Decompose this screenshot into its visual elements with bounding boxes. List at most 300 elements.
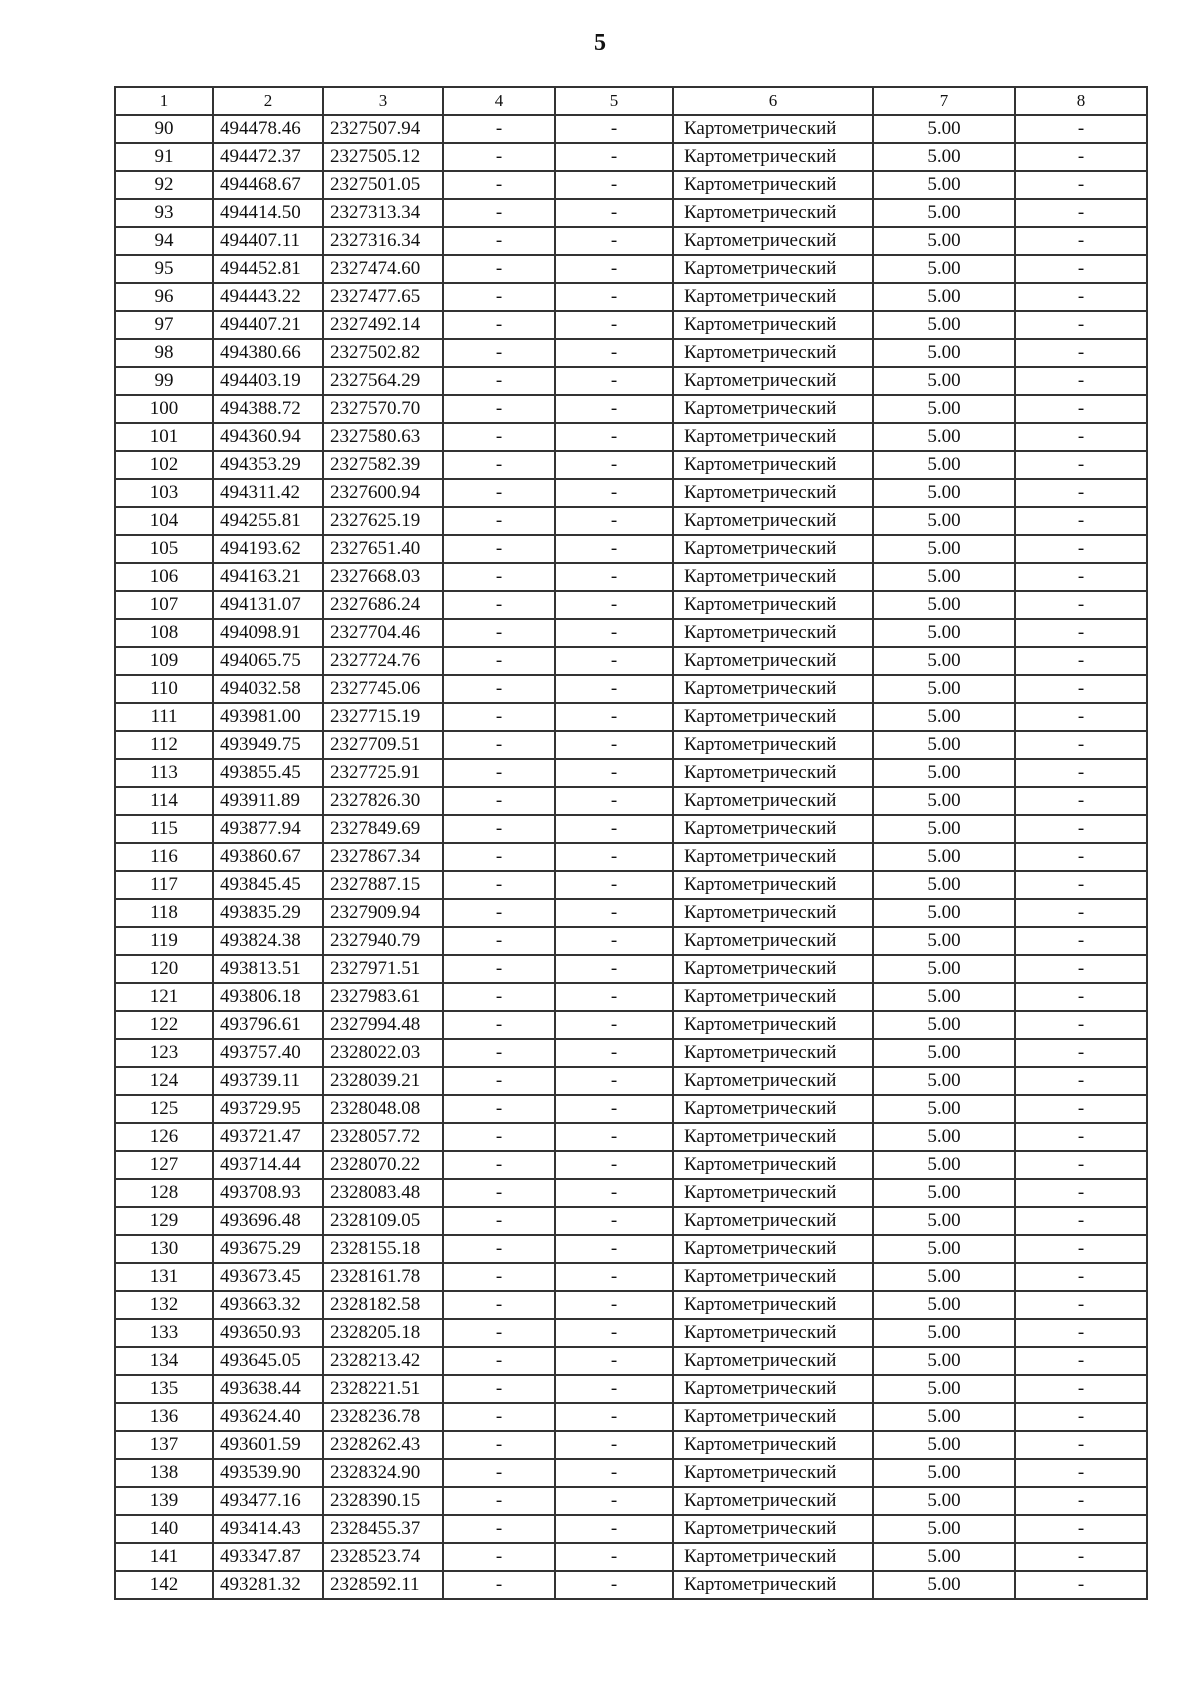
- y-coordinate-cell: 2327867.34: [323, 843, 443, 871]
- point-number-cell: 137: [115, 1431, 213, 1459]
- x-coordinate-cell: 493877.94: [213, 815, 323, 843]
- col4-value-cell: -: [443, 1403, 555, 1431]
- col8-value-cell: -: [1015, 1543, 1147, 1571]
- y-coordinate-cell: 2327477.65: [323, 283, 443, 311]
- accuracy-cell: 5.00: [873, 423, 1015, 451]
- col8-value-cell: -: [1015, 1235, 1147, 1263]
- accuracy-cell: 5.00: [873, 339, 1015, 367]
- y-coordinate-cell: 2328455.37: [323, 1515, 443, 1543]
- method-cell: Картометрический: [673, 703, 873, 731]
- col8-value-cell: -: [1015, 535, 1147, 563]
- point-number-cell: 113: [115, 759, 213, 787]
- accuracy-cell: 5.00: [873, 983, 1015, 1011]
- method-cell: Картометрический: [673, 1263, 873, 1291]
- col5-value-cell: -: [555, 1543, 673, 1571]
- col8-value-cell: -: [1015, 339, 1147, 367]
- table-row: [115, 843, 1147, 871]
- point-number-cell: 135: [115, 1375, 213, 1403]
- y-coordinate-cell: 2328057.72: [323, 1123, 443, 1151]
- y-coordinate-cell: 2327983.61: [323, 983, 443, 1011]
- accuracy-cell: 5.00: [873, 451, 1015, 479]
- col4-value-cell: -: [443, 983, 555, 1011]
- col8-value-cell: -: [1015, 199, 1147, 227]
- accuracy-cell: 5.00: [873, 591, 1015, 619]
- point-number-cell: 130: [115, 1235, 213, 1263]
- col8-value-cell: -: [1015, 647, 1147, 675]
- method-cell: Картометрический: [673, 255, 873, 283]
- col8-value-cell: -: [1015, 955, 1147, 983]
- y-coordinate-cell: 2328262.43: [323, 1431, 443, 1459]
- method-cell: Картометрический: [673, 1459, 873, 1487]
- table-row: [115, 1571, 1147, 1599]
- col4-value-cell: -: [443, 1011, 555, 1039]
- table-row: [115, 311, 1147, 339]
- col4-value-cell: -: [443, 563, 555, 591]
- y-coordinate-cell: 2328155.18: [323, 1235, 443, 1263]
- x-coordinate-cell: 493860.67: [213, 843, 323, 871]
- y-coordinate-cell: 2327507.94: [323, 115, 443, 143]
- table-row: [115, 1235, 1147, 1263]
- col5-value-cell: -: [555, 1375, 673, 1403]
- col5-value-cell: -: [555, 535, 673, 563]
- accuracy-cell: 5.00: [873, 619, 1015, 647]
- y-coordinate-cell: 2328213.42: [323, 1347, 443, 1375]
- point-number-cell: 119: [115, 927, 213, 955]
- col5-value-cell: -: [555, 1459, 673, 1487]
- table-row: [115, 115, 1147, 143]
- accuracy-cell: 5.00: [873, 731, 1015, 759]
- y-coordinate-cell: 2328592.11: [323, 1571, 443, 1599]
- x-coordinate-cell: 493675.29: [213, 1235, 323, 1263]
- column-header-6: 6: [673, 87, 873, 115]
- x-coordinate-cell: 494360.94: [213, 423, 323, 451]
- point-number-cell: 100: [115, 395, 213, 423]
- y-coordinate-cell: 2328390.15: [323, 1487, 443, 1515]
- point-number-cell: 122: [115, 1011, 213, 1039]
- table-row: [115, 227, 1147, 255]
- y-coordinate-cell: 2327909.94: [323, 899, 443, 927]
- table-row: [115, 1179, 1147, 1207]
- col5-value-cell: -: [555, 1235, 673, 1263]
- col8-value-cell: -: [1015, 1403, 1147, 1431]
- y-coordinate-cell: 2327724.76: [323, 647, 443, 675]
- x-coordinate-cell: 494407.21: [213, 311, 323, 339]
- table-row: [115, 1459, 1147, 1487]
- col5-value-cell: -: [555, 899, 673, 927]
- x-coordinate-cell: 494478.46: [213, 115, 323, 143]
- table-row: [115, 395, 1147, 423]
- accuracy-cell: 5.00: [873, 227, 1015, 255]
- col8-value-cell: -: [1015, 1375, 1147, 1403]
- col5-value-cell: -: [555, 1039, 673, 1067]
- x-coordinate-cell: 493835.29: [213, 899, 323, 927]
- x-coordinate-cell: 493949.75: [213, 731, 323, 759]
- point-number-cell: 91: [115, 143, 213, 171]
- table-row: [115, 451, 1147, 479]
- col8-value-cell: -: [1015, 395, 1147, 423]
- point-number-cell: 103: [115, 479, 213, 507]
- method-cell: Картометрический: [673, 171, 873, 199]
- accuracy-cell: 5.00: [873, 507, 1015, 535]
- method-cell: Картометрический: [673, 1179, 873, 1207]
- point-number-cell: 99: [115, 367, 213, 395]
- x-coordinate-cell: 494163.21: [213, 563, 323, 591]
- col8-value-cell: -: [1015, 451, 1147, 479]
- y-coordinate-cell: 2328182.58: [323, 1291, 443, 1319]
- col4-value-cell: -: [443, 1347, 555, 1375]
- table-row: [115, 1403, 1147, 1431]
- x-coordinate-cell: 494311.42: [213, 479, 323, 507]
- y-coordinate-cell: 2327600.94: [323, 479, 443, 507]
- x-coordinate-cell: 493638.44: [213, 1375, 323, 1403]
- table-row: [115, 367, 1147, 395]
- col8-value-cell: -: [1015, 899, 1147, 927]
- accuracy-cell: 5.00: [873, 871, 1015, 899]
- col5-value-cell: -: [555, 367, 673, 395]
- col5-value-cell: -: [555, 703, 673, 731]
- column-header-2: 2: [213, 87, 323, 115]
- point-number-cell: 123: [115, 1039, 213, 1067]
- method-cell: Картометрический: [673, 451, 873, 479]
- method-cell: Картометрический: [673, 563, 873, 591]
- table-row: [115, 507, 1147, 535]
- col8-value-cell: -: [1015, 1263, 1147, 1291]
- y-coordinate-cell: 2327502.82: [323, 339, 443, 367]
- y-coordinate-cell: 2327625.19: [323, 507, 443, 535]
- col8-value-cell: -: [1015, 1291, 1147, 1319]
- table-row: [115, 1543, 1147, 1571]
- col4-value-cell: -: [443, 311, 555, 339]
- method-cell: Картометрический: [673, 1543, 873, 1571]
- y-coordinate-cell: 2328022.03: [323, 1039, 443, 1067]
- point-number-cell: 131: [115, 1263, 213, 1291]
- table-row: [115, 871, 1147, 899]
- col5-value-cell: -: [555, 1487, 673, 1515]
- method-cell: Картометрический: [673, 1039, 873, 1067]
- x-coordinate-cell: 494380.66: [213, 339, 323, 367]
- point-number-cell: 124: [115, 1067, 213, 1095]
- table-row: [115, 1123, 1147, 1151]
- method-cell: Картометрический: [673, 675, 873, 703]
- col4-value-cell: -: [443, 1235, 555, 1263]
- table-row: [115, 1011, 1147, 1039]
- col8-value-cell: -: [1015, 731, 1147, 759]
- method-cell: Картометрический: [673, 507, 873, 535]
- method-cell: Картометрический: [673, 1207, 873, 1235]
- col5-value-cell: -: [555, 1515, 673, 1543]
- table-row: [115, 339, 1147, 367]
- accuracy-cell: 5.00: [873, 1151, 1015, 1179]
- x-coordinate-cell: 493477.16: [213, 1487, 323, 1515]
- accuracy-cell: 5.00: [873, 1319, 1015, 1347]
- point-number-cell: 140: [115, 1515, 213, 1543]
- table-row: [115, 815, 1147, 843]
- table-row: [115, 1151, 1147, 1179]
- col5-value-cell: -: [555, 1431, 673, 1459]
- col5-value-cell: -: [555, 171, 673, 199]
- y-coordinate-cell: 2327709.51: [323, 731, 443, 759]
- col4-value-cell: -: [443, 955, 555, 983]
- method-cell: Картометрический: [673, 283, 873, 311]
- col5-value-cell: -: [555, 1011, 673, 1039]
- col4-value-cell: -: [443, 927, 555, 955]
- col5-value-cell: -: [555, 1319, 673, 1347]
- x-coordinate-cell: 493414.43: [213, 1515, 323, 1543]
- method-cell: Картометрический: [673, 983, 873, 1011]
- x-coordinate-cell: 494414.50: [213, 199, 323, 227]
- y-coordinate-cell: 2328523.74: [323, 1543, 443, 1571]
- x-coordinate-cell: 493601.59: [213, 1431, 323, 1459]
- method-cell: Картометрический: [673, 815, 873, 843]
- x-coordinate-cell: 493981.00: [213, 703, 323, 731]
- point-number-cell: 115: [115, 815, 213, 843]
- table-row: [115, 283, 1147, 311]
- column-header-4: 4: [443, 87, 555, 115]
- accuracy-cell: 5.00: [873, 1375, 1015, 1403]
- col5-value-cell: -: [555, 927, 673, 955]
- x-coordinate-cell: 494032.58: [213, 675, 323, 703]
- x-coordinate-cell: 494193.62: [213, 535, 323, 563]
- accuracy-cell: 5.00: [873, 787, 1015, 815]
- x-coordinate-cell: 493708.93: [213, 1179, 323, 1207]
- method-cell: Картометрический: [673, 143, 873, 171]
- table-row: [115, 1095, 1147, 1123]
- col4-value-cell: -: [443, 1291, 555, 1319]
- col4-value-cell: -: [443, 619, 555, 647]
- col8-value-cell: -: [1015, 1095, 1147, 1123]
- accuracy-cell: 5.00: [873, 955, 1015, 983]
- y-coordinate-cell: 2327564.29: [323, 367, 443, 395]
- accuracy-cell: 5.00: [873, 843, 1015, 871]
- y-coordinate-cell: 2327582.39: [323, 451, 443, 479]
- point-number-cell: 116: [115, 843, 213, 871]
- accuracy-cell: 5.00: [873, 1291, 1015, 1319]
- point-number-cell: 142: [115, 1571, 213, 1599]
- col8-value-cell: -: [1015, 311, 1147, 339]
- point-number-cell: 92: [115, 171, 213, 199]
- col8-value-cell: -: [1015, 871, 1147, 899]
- accuracy-cell: 5.00: [873, 535, 1015, 563]
- col8-value-cell: -: [1015, 1067, 1147, 1095]
- col4-value-cell: -: [443, 1123, 555, 1151]
- col8-value-cell: -: [1015, 479, 1147, 507]
- col4-value-cell: -: [443, 199, 555, 227]
- col4-value-cell: -: [443, 1067, 555, 1095]
- page-number: 5: [594, 30, 606, 56]
- col5-value-cell: -: [555, 423, 673, 451]
- col5-value-cell: -: [555, 227, 673, 255]
- table-row: [115, 703, 1147, 731]
- col5-value-cell: -: [555, 759, 673, 787]
- x-coordinate-cell: 493645.05: [213, 1347, 323, 1375]
- method-cell: Картометрический: [673, 1095, 873, 1123]
- point-number-cell: 109: [115, 647, 213, 675]
- col4-value-cell: -: [443, 647, 555, 675]
- method-cell: Картометрический: [673, 843, 873, 871]
- method-cell: Картометрический: [673, 1487, 873, 1515]
- method-cell: Картометрический: [673, 1291, 873, 1319]
- accuracy-cell: 5.00: [873, 927, 1015, 955]
- y-coordinate-cell: 2327971.51: [323, 955, 443, 983]
- col8-value-cell: -: [1015, 507, 1147, 535]
- col5-value-cell: -: [555, 563, 673, 591]
- accuracy-cell: 5.00: [873, 479, 1015, 507]
- x-coordinate-cell: 494255.81: [213, 507, 323, 535]
- col5-value-cell: -: [555, 311, 673, 339]
- y-coordinate-cell: 2327849.69: [323, 815, 443, 843]
- point-number-cell: 94: [115, 227, 213, 255]
- y-coordinate-cell: 2327725.91: [323, 759, 443, 787]
- point-number-cell: 118: [115, 899, 213, 927]
- y-coordinate-cell: 2327313.34: [323, 199, 443, 227]
- col4-value-cell: -: [443, 535, 555, 563]
- col8-value-cell: -: [1015, 1319, 1147, 1347]
- method-cell: Картометрический: [673, 647, 873, 675]
- coordinates-table: [114, 86, 1148, 1600]
- accuracy-cell: 5.00: [873, 143, 1015, 171]
- col4-value-cell: -: [443, 479, 555, 507]
- col8-value-cell: -: [1015, 815, 1147, 843]
- x-coordinate-cell: 494443.22: [213, 283, 323, 311]
- table-row: [115, 955, 1147, 983]
- col5-value-cell: -: [555, 115, 673, 143]
- table-row: [115, 1347, 1147, 1375]
- col8-value-cell: -: [1015, 703, 1147, 731]
- col4-value-cell: -: [443, 787, 555, 815]
- y-coordinate-cell: 2327474.60: [323, 255, 443, 283]
- accuracy-cell: 5.00: [873, 171, 1015, 199]
- y-coordinate-cell: 2327826.30: [323, 787, 443, 815]
- method-cell: Картометрический: [673, 899, 873, 927]
- col5-value-cell: -: [555, 675, 673, 703]
- point-number-cell: 126: [115, 1123, 213, 1151]
- y-coordinate-cell: 2327686.24: [323, 591, 443, 619]
- col4-value-cell: -: [443, 1543, 555, 1571]
- accuracy-cell: 5.00: [873, 1403, 1015, 1431]
- col5-value-cell: -: [555, 1291, 673, 1319]
- point-number-cell: 102: [115, 451, 213, 479]
- col4-value-cell: -: [443, 451, 555, 479]
- y-coordinate-cell: 2328048.08: [323, 1095, 443, 1123]
- point-number-cell: 111: [115, 703, 213, 731]
- point-number-cell: 112: [115, 731, 213, 759]
- y-coordinate-cell: 2327570.70: [323, 395, 443, 423]
- table-row: [115, 535, 1147, 563]
- method-cell: Картометрический: [673, 1375, 873, 1403]
- col5-value-cell: -: [555, 1207, 673, 1235]
- col8-value-cell: -: [1015, 787, 1147, 815]
- col5-value-cell: -: [555, 507, 673, 535]
- col8-value-cell: -: [1015, 675, 1147, 703]
- method-cell: Картометрический: [673, 339, 873, 367]
- col4-value-cell: -: [443, 255, 555, 283]
- y-coordinate-cell: 2327492.14: [323, 311, 443, 339]
- column-header-8: 8: [1015, 87, 1147, 115]
- method-cell: Картометрический: [673, 1515, 873, 1543]
- method-cell: Картометрический: [673, 1151, 873, 1179]
- method-cell: Картометрический: [673, 1123, 873, 1151]
- accuracy-cell: 5.00: [873, 1207, 1015, 1235]
- method-cell: Картометрический: [673, 423, 873, 451]
- col4-value-cell: -: [443, 1459, 555, 1487]
- point-number-cell: 141: [115, 1543, 213, 1571]
- col5-value-cell: -: [555, 1347, 673, 1375]
- point-number-cell: 125: [115, 1095, 213, 1123]
- accuracy-cell: 5.00: [873, 1543, 1015, 1571]
- accuracy-cell: 5.00: [873, 759, 1015, 787]
- col5-value-cell: -: [555, 731, 673, 759]
- accuracy-cell: 5.00: [873, 899, 1015, 927]
- accuracy-cell: 5.00: [873, 1235, 1015, 1263]
- accuracy-cell: 5.00: [873, 1515, 1015, 1543]
- method-cell: Картометрический: [673, 199, 873, 227]
- table-row: [115, 983, 1147, 1011]
- col4-value-cell: -: [443, 143, 555, 171]
- table-row: [115, 1263, 1147, 1291]
- y-coordinate-cell: 2328070.22: [323, 1151, 443, 1179]
- y-coordinate-cell: 2327745.06: [323, 675, 443, 703]
- col4-value-cell: -: [443, 731, 555, 759]
- method-cell: Картометрический: [673, 535, 873, 563]
- col4-value-cell: -: [443, 759, 555, 787]
- y-coordinate-cell: 2328083.48: [323, 1179, 443, 1207]
- col4-value-cell: -: [443, 871, 555, 899]
- accuracy-cell: 5.00: [873, 199, 1015, 227]
- method-cell: Картометрический: [673, 1431, 873, 1459]
- col8-value-cell: -: [1015, 1207, 1147, 1235]
- point-number-cell: 134: [115, 1347, 213, 1375]
- accuracy-cell: 5.00: [873, 367, 1015, 395]
- col8-value-cell: -: [1015, 843, 1147, 871]
- table-row: [115, 1291, 1147, 1319]
- col8-value-cell: -: [1015, 759, 1147, 787]
- col8-value-cell: -: [1015, 1459, 1147, 1487]
- col4-value-cell: -: [443, 1151, 555, 1179]
- method-cell: Картометрический: [673, 479, 873, 507]
- table-row: [115, 563, 1147, 591]
- x-coordinate-cell: 493696.48: [213, 1207, 323, 1235]
- col5-value-cell: -: [555, 955, 673, 983]
- x-coordinate-cell: 494407.11: [213, 227, 323, 255]
- col4-value-cell: -: [443, 395, 555, 423]
- col8-value-cell: -: [1015, 367, 1147, 395]
- col5-value-cell: -: [555, 143, 673, 171]
- x-coordinate-cell: 494388.72: [213, 395, 323, 423]
- y-coordinate-cell: 2328161.78: [323, 1263, 443, 1291]
- table-row: [115, 171, 1147, 199]
- point-number-cell: 90: [115, 115, 213, 143]
- col5-value-cell: -: [555, 1123, 673, 1151]
- col8-value-cell: -: [1015, 1011, 1147, 1039]
- col8-value-cell: -: [1015, 1347, 1147, 1375]
- col4-value-cell: -: [443, 899, 555, 927]
- y-coordinate-cell: 2328221.51: [323, 1375, 443, 1403]
- col8-value-cell: -: [1015, 1179, 1147, 1207]
- table-row: [115, 731, 1147, 759]
- accuracy-cell: 5.00: [873, 1459, 1015, 1487]
- point-number-cell: 110: [115, 675, 213, 703]
- col5-value-cell: -: [555, 479, 673, 507]
- y-coordinate-cell: 2327501.05: [323, 171, 443, 199]
- y-coordinate-cell: 2328324.90: [323, 1459, 443, 1487]
- point-number-cell: 105: [115, 535, 213, 563]
- point-number-cell: 97: [115, 311, 213, 339]
- point-number-cell: 132: [115, 1291, 213, 1319]
- col4-value-cell: -: [443, 1375, 555, 1403]
- x-coordinate-cell: 494065.75: [213, 647, 323, 675]
- accuracy-cell: 5.00: [873, 283, 1015, 311]
- col8-value-cell: -: [1015, 983, 1147, 1011]
